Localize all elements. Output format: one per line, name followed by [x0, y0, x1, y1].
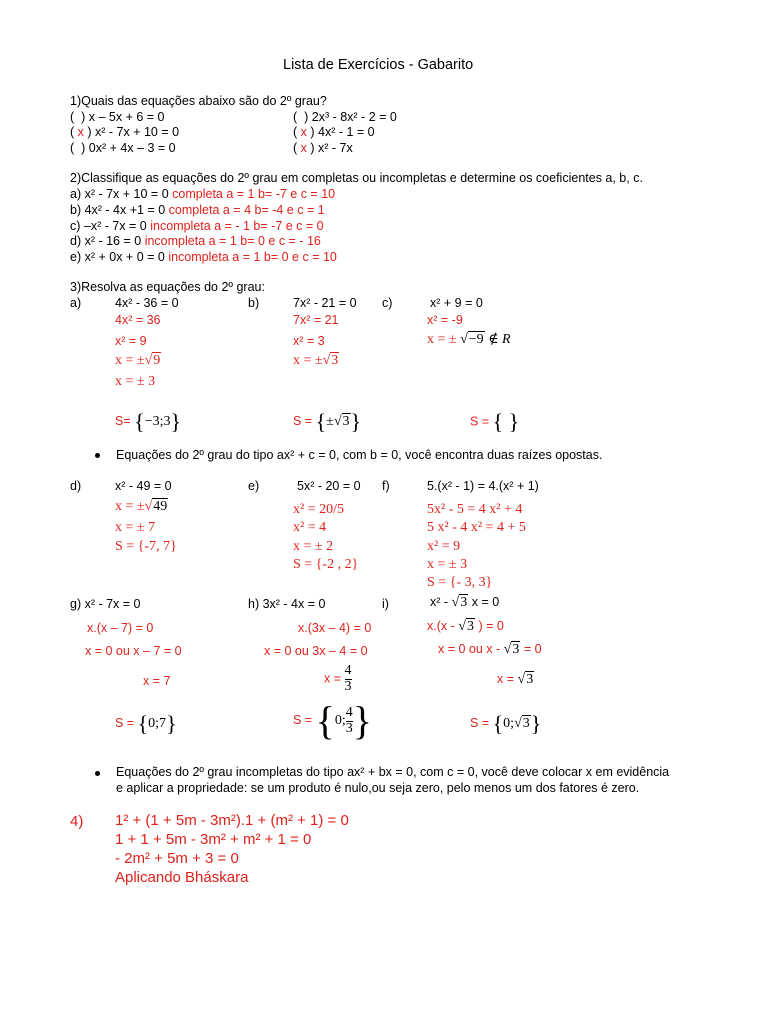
q3b-step: 7x² = 21 — [293, 313, 339, 327]
q1-prompt: 1)Quais das equações abaixo são do 2º grau? — [70, 94, 327, 108]
q3c-equation: x² + 9 = 0 — [430, 296, 483, 310]
q3i-equation: x² - √3 x = 0 — [430, 595, 500, 610]
q4-line: - 2m² + 5m + 3 = 0 — [115, 850, 239, 867]
q3f-label: f) — [382, 479, 390, 493]
q3f-step: 5x² - 5 = 4 x² + 4 — [427, 502, 523, 517]
q3d-step: S = {-7, 7} — [115, 539, 177, 554]
q4-line: 1² + (1 + 5m - 3m²).1 + (m² + 1) = 0 — [115, 812, 349, 829]
q3d-label: d) — [70, 479, 82, 493]
q3b-label: b) — [248, 296, 260, 310]
q2-item: d) x² - 16 = 0 incompleta a = 1 b= 0 e c = - 16 — [70, 234, 321, 248]
q3h-equation: h) 3x² - 4x = 0 — [248, 597, 326, 611]
q3i-step: x = 0 ou x - √3 = 0 — [438, 642, 542, 657]
q3a-equation: 4x² - 36 = 0 — [115, 296, 179, 310]
q3a-step: x² = 9 — [115, 334, 147, 348]
q1-option: ( ) x – 5x + 6 = 0 — [70, 110, 165, 124]
q3i-solution: S = {0;√3} — [470, 711, 542, 736]
q2-item: a) x² - 7x + 10 = 0 completa a = 1 b= -7 e c = 10 — [70, 187, 336, 201]
q2-item: b) 4x² - 4x +1 = 0 completa a = 4 b= -4 e c = 1 — [70, 203, 325, 217]
q1-option: ( x ) x² - 7x — [293, 141, 353, 155]
bullet-icon — [95, 771, 100, 776]
q3f-equation: 5.(x² - 1) = 4.(x² + 1) — [427, 479, 539, 493]
q3h-step: x.(3x – 4) = 0 — [298, 621, 372, 635]
q3f-step: x = ± 3 — [427, 557, 468, 572]
q3e-label: e) — [248, 479, 260, 493]
q1-option: ( ) 0x² + 4x – 3 = 0 — [70, 141, 176, 155]
q3e-step: x = ± 2 — [293, 539, 334, 554]
q1-option: ( x ) 4x² - 1 = 0 — [293, 125, 375, 139]
q3i-step: x = √3 — [497, 672, 534, 687]
q2-prompt: 2)Classifique as equações do 2º grau em completas ou incompletas e determine os coeficientes a, b, c. — [70, 171, 643, 185]
q3h-step: x = $\frac{4}{3}$ — [324, 663, 352, 694]
q3e-step: S = {-2 , 2} — [293, 557, 359, 572]
q3-prompt: 3)Resolva as equações do 2º grau: — [70, 280, 265, 294]
q3f-step: S = {- 3, 3} — [427, 575, 493, 590]
q3e-equation: 5x² - 20 = 0 — [297, 479, 361, 493]
q1-option: ( ) 2x³ - 8x² - 2 = 0 — [293, 110, 397, 124]
q3f-step: 5 x² - 4 x² = 4 + 5 — [427, 520, 526, 535]
q3c-step: x² = -9 — [427, 313, 463, 327]
q3g-step: x.(x – 7) = 0 — [87, 621, 154, 635]
q4-line: 1 + 1 + 5m - 3m² + m² + 1 = 0 — [115, 831, 312, 848]
q3e-step: x² = 20/5 — [293, 502, 344, 517]
q3g-step: x = 7 — [143, 674, 171, 688]
page-title: Lista de Exercícios - Gabarito — [283, 57, 474, 73]
q3-note: Equações do 2º grau do tipo ax² + c = 0, com b = 0, você encontra duas raízes opostas. — [116, 448, 603, 462]
q3f-step: x² = 9 — [427, 539, 461, 554]
q3h-step: x = 0 ou 3x – 4 = 0 — [264, 644, 368, 658]
q1-option: ( x ) x² - 7x + 10 = 0 — [70, 125, 180, 139]
q3b-step: x² = 3 — [293, 334, 325, 348]
q4-label: 4) — [70, 813, 84, 830]
q3-note: e aplicar a propriedade: se um produto é nulo,ou seja zero, pelo menos um dos fatores é zero. — [116, 781, 640, 795]
q3c-step: x = ± √−9 ∉ R — [427, 332, 511, 347]
q3i-label: i) — [382, 597, 389, 611]
q3c-solution: S = { } — [470, 409, 520, 434]
q3-note: Equações do 2º grau incompletas do tipo ax² + bx = 0, com c = 0, você deve colocar x em evidência — [116, 765, 670, 779]
q3c-label: c) — [382, 296, 393, 310]
q3b-solution: S = {±√3} — [293, 409, 362, 434]
q3i-step: x.(x - √3 ) = 0 — [427, 619, 504, 634]
q3g-step: x = 0 ou x – 7 = 0 — [85, 644, 182, 658]
q4-line: Aplicando Bháskara — [115, 869, 249, 886]
q3a-step: x = ± 3 — [115, 374, 156, 389]
q3a-step: 4x² = 36 — [115, 313, 161, 327]
bullet-icon — [95, 453, 100, 458]
q3g-equation: g) x² - 7x = 0 — [70, 597, 141, 611]
q3d-equation: x² - 49 = 0 — [115, 479, 172, 493]
q2-item: c) –x² - 7x = 0 incompleta a = - 1 b= -7 e c = 0 — [70, 219, 324, 233]
q3b-equation: 7x² - 21 = 0 — [293, 296, 357, 310]
q3a-solution: S= {−3;3} — [115, 409, 182, 434]
q3g-solution: S = {0;7} — [115, 711, 177, 736]
q3d-step: x = ± 7 — [115, 520, 156, 535]
q3e-step: x² = 4 — [293, 520, 327, 535]
q3b-step: x = ±√3 — [293, 353, 339, 368]
q3a-label: a) — [70, 296, 82, 310]
q2-item: e) x² + 0x + 0 = 0 incompleta a = 1 b= 0 e c = 10 — [70, 250, 337, 264]
q3h-solution: S = {0; $\frac{4}{3}$ } — [293, 698, 372, 743]
q3a-step: x = ±√9 — [115, 353, 161, 368]
q3d-step: x = ±√49 — [115, 499, 168, 514]
